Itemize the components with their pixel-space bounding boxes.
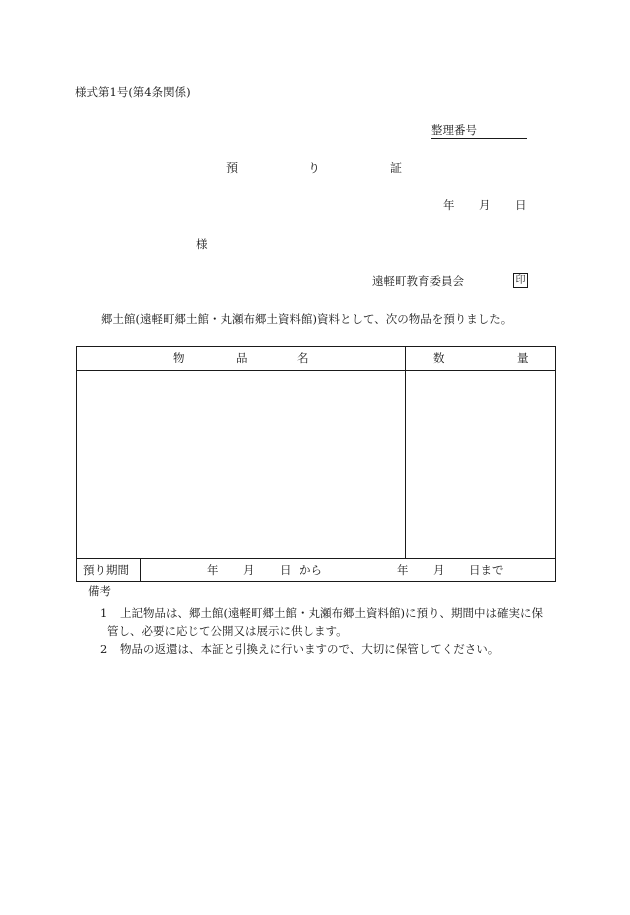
item-name-header-char-3: 名 xyxy=(297,351,309,365)
document-title-char-2: り xyxy=(308,161,321,175)
table-period-divider xyxy=(77,558,555,559)
document-title-char-1: 預 xyxy=(226,161,239,175)
form-number-label: 様式第1号(第4条関係) xyxy=(75,85,191,99)
item-name-header-char-2: 品 xyxy=(236,351,248,365)
document-title-char-3: 証 xyxy=(390,161,403,175)
remark-1-line-1: 上記物品は、郷土館(遠軽町郷土館・丸瀬布郷土資料館)に預り、期間中は確実に保 xyxy=(120,606,543,620)
period-to-month: 月 xyxy=(433,563,445,577)
issue-date-month: 月 xyxy=(479,198,491,212)
table-header-divider xyxy=(77,370,555,371)
period-from-day: 日 xyxy=(280,563,292,577)
issuer-name: 遠軽町教育委員会 xyxy=(372,274,464,288)
period-from-suffix: から xyxy=(299,563,322,577)
issue-date-day: 日 xyxy=(515,198,527,212)
seal-mark: 印 xyxy=(513,273,528,288)
period-from-month: 月 xyxy=(243,563,255,577)
table-period-label-divider xyxy=(140,558,141,581)
item-name-header-char-1: 物 xyxy=(173,351,185,365)
intro-text: 郷土館(遠軽町郷土館・丸瀬布郷土資料館)資料として、次の物品を預りました。 xyxy=(101,312,513,326)
table-column-divider xyxy=(405,347,406,558)
quantity-header-char-2: 量 xyxy=(517,351,529,365)
remark-2-line-1: 物品の返還は、本証と引換えに行いますので、大切に保管してください。 xyxy=(120,642,500,656)
remark-2-number: 2 xyxy=(100,642,108,656)
period-to-day-until: 日まで xyxy=(469,563,504,577)
period-from-year: 年 xyxy=(207,563,219,577)
custody-period-label: 預り期間 xyxy=(83,563,129,577)
reference-number-field[interactable]: 整理番号 xyxy=(431,123,527,139)
remarks-heading: 備考 xyxy=(88,584,111,598)
quantity-header-char-1: 数 xyxy=(433,351,445,365)
period-to-year: 年 xyxy=(397,563,409,577)
remark-1-number: 1 xyxy=(100,606,108,620)
remark-1-line-2: 管し、必要に応じて公開又は展示に供します。 xyxy=(107,624,348,638)
issue-date-year: 年 xyxy=(443,198,455,212)
items-table xyxy=(76,346,556,582)
addressee-suffix: 様 xyxy=(196,237,208,251)
